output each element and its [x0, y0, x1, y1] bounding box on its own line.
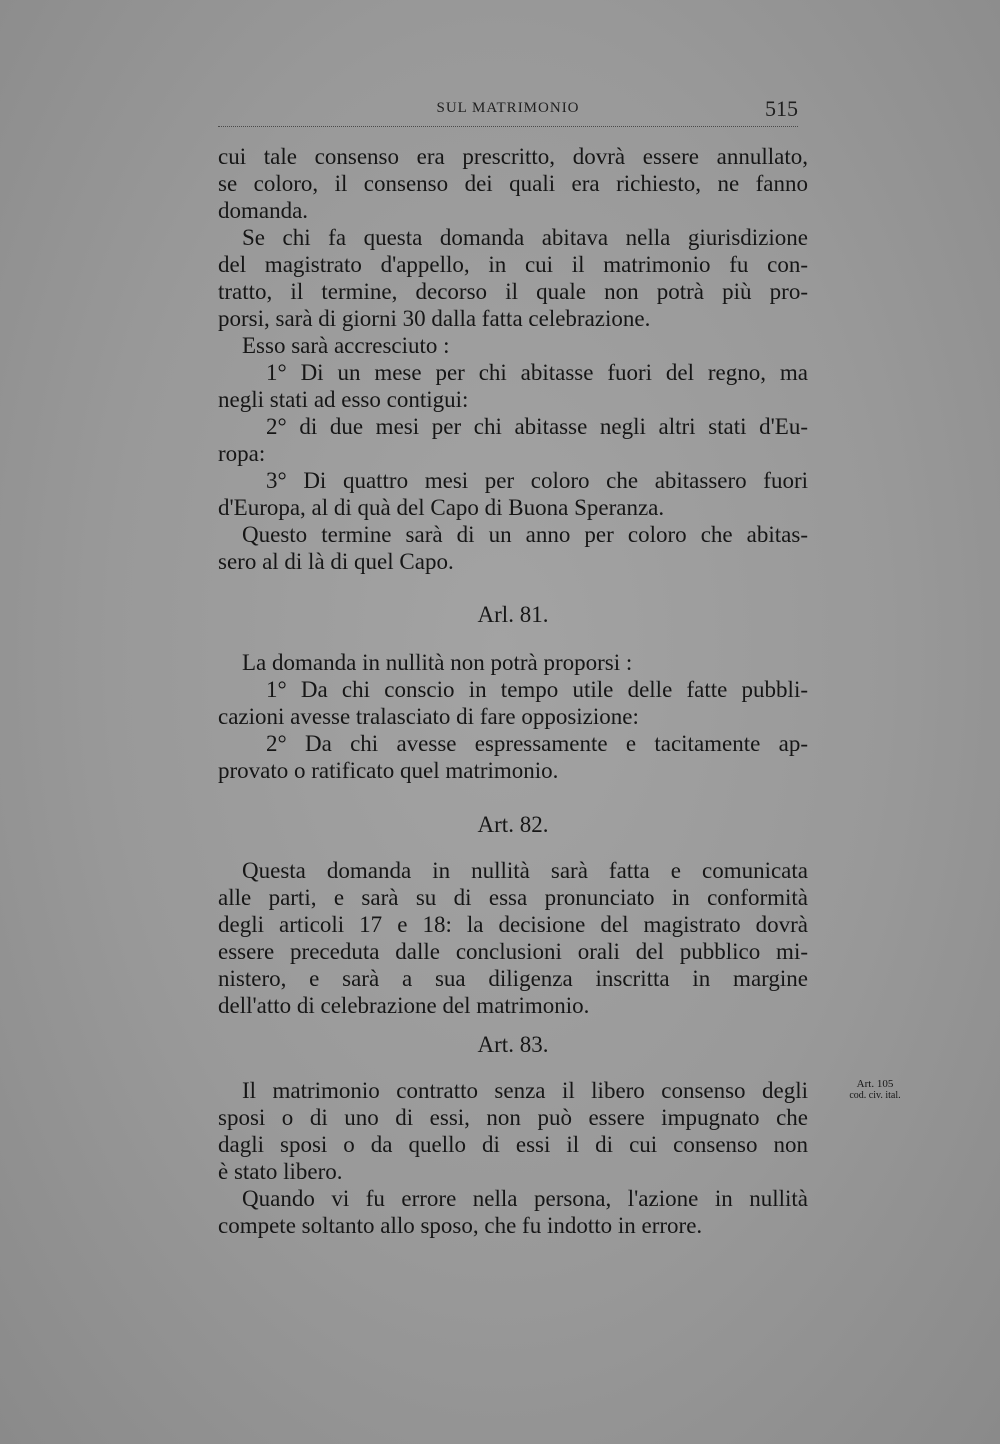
text-line: ropa:: [218, 441, 266, 466]
text-line: provato o ratificato quel matrimonio.: [218, 758, 559, 783]
text-line: Questo termine sarà di un anno per coloro che abitas-: [242, 522, 808, 547]
text-line: se coloro, il consenso dei quali era richiesto, ne fanno: [218, 171, 808, 196]
text-line: dagli sposi o da quello di essi il di cui consenso non: [218, 1132, 808, 1157]
text-line: Questa domanda in nullità sarà fatta e comunicata: [242, 858, 808, 883]
text-line: Esso sarà accresciuto :: [242, 333, 450, 358]
margin-note-line: Art. 105: [856, 1078, 894, 1090]
text-line: 2° Da chi avesse espressamente e tacitamente ap-: [266, 731, 808, 756]
text-line: 3° Di quattro mesi per coloro che abitassero fuori: [266, 468, 808, 493]
text-line: domanda.: [218, 198, 309, 223]
page-header: [218, 96, 798, 127]
text-line: 1° Da chi conscio in tempo utile delle fatte pubbli-: [266, 677, 808, 702]
text-line: 2° di due mesi per chi abitasse negli altri stati d'Eu-: [266, 414, 808, 439]
text-line: cazioni avesse tralasciato di fare opposizione:: [218, 704, 639, 729]
text-line: degli articoli 17 e 18: la decisione del magistrato dovrà: [218, 912, 808, 937]
text-line: Il matrimonio contratto senza il libero consenso degli: [242, 1078, 808, 1103]
text-line: tratto, il termine, decorso il quale non potrà più pro-: [218, 279, 808, 304]
text-line: Se chi fa questa domanda abitava nella giurisdizione: [242, 225, 808, 250]
text-line: dell'atto di celebrazione del matrimonio.: [218, 993, 590, 1018]
text-line: compete soltanto allo sposo, che fu indotto in errore.: [218, 1213, 703, 1238]
text-line: del magistrato d'appello, in cui il matrimonio fu con-: [218, 252, 808, 277]
text-line: porsi, sarà di giorni 30 dalla fatta celebrazione.: [218, 306, 651, 331]
page-number: 515: [765, 96, 798, 121]
text-line: essere preceduta dalle conclusioni orali del pubblico mi-: [218, 939, 808, 964]
text-line: sposi o di uno di essi, non può essere impugnato che: [218, 1105, 808, 1130]
margin-note: [820, 1078, 930, 1102]
article-heading: Art. 83.: [477, 1032, 549, 1057]
text-line: Quando vi fu errore nella persona, l'azione in nullità: [242, 1186, 808, 1211]
text-line: nistero, e sarà a sua diligenza inscritta in margine: [218, 966, 808, 991]
text-line: d'Europa, al di quà del Capo di Buona Speranza.: [218, 495, 665, 520]
text-line: sero al di là di quel Capo.: [218, 549, 454, 574]
article-heading: Art. 82.: [477, 812, 549, 837]
margin-note-line: cod. civ. ital.: [849, 1090, 901, 1101]
text-line: è stato libero.: [218, 1159, 343, 1184]
text-line: alle parti, e sarà su di essa pronunciato in conformità: [218, 885, 808, 910]
text-line: cui tale consenso era prescritto, dovrà essere annullato,: [218, 144, 808, 169]
text-line: negli stati ad esso contigui:: [218, 387, 469, 412]
article-heading: Arl. 81.: [477, 602, 549, 627]
text-line: La domanda in nullità non potrà proporsi :: [242, 650, 633, 675]
text-line: 1° Di un mese per chi abitasse fuori del regno, ma: [266, 360, 808, 385]
running-title: SUL MATRIMONIO: [436, 100, 580, 116]
